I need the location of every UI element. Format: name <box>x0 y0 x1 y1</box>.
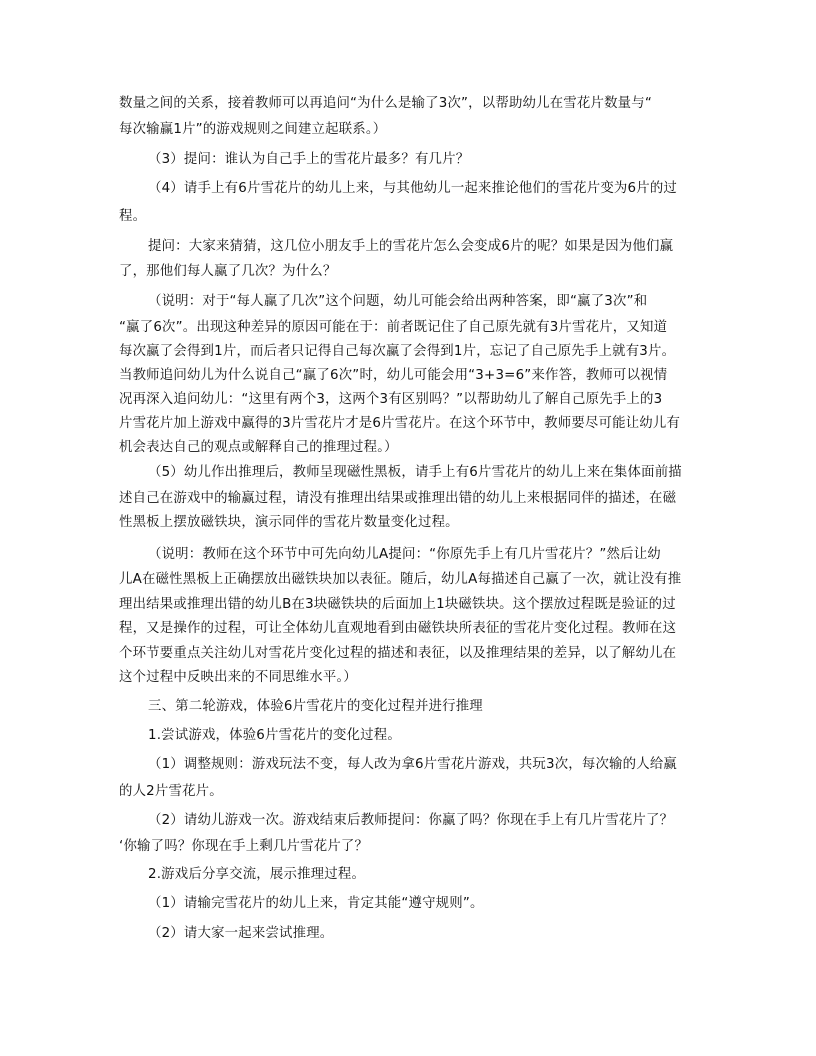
paragraph-line: （2）请幼儿游戏一次。游戏结束后教师提问：你赢了吗？你现在手上有几片雪花片了？ <box>148 813 674 828</box>
paragraph-line: （3）提问：谁认为自己手上的雪花片最多？有几片？ <box>148 152 470 167</box>
paragraph-line: （2）请大家一起来尝试推理。 <box>148 926 334 941</box>
paragraph-line: 程。 <box>119 209 147 224</box>
subsection-heading: 1.尝试游戏，体验6片雪花片的变化过程。 <box>148 728 401 743</box>
paragraph-line: 机会表达自己的观点或解释自己的推理过程。） <box>119 440 398 455</box>
paragraph-line: 述自己在游戏中的输赢过程，请没有推理出结果或推理出错的幼儿上来根据同伴的描述，在磁 <box>119 491 677 506</box>
paragraph-line: （1）调整规则：游戏玩法不变，每人改为拿6片雪花片游戏，共玩3次，每次输的人给赢 <box>148 757 678 772</box>
paragraph-line: 片雪花片加上游戏中赢得的3片雪花片才是6片雪花片。在这个环节中，教师要尽可能让幼儿有 <box>119 416 681 431</box>
paragraph-line: ‘你输了吗？你现在手上剩几片雪花片了？ <box>119 839 369 854</box>
paragraph-line: 数量之间的关系，接着教师可以再追问“为什么是输了3次”，以帮助幼儿在雪花片数量与“ <box>119 96 652 111</box>
paragraph-line: （1）请输完雪花片的幼儿上来，肯定其能“遵守规则”。 <box>148 896 484 911</box>
paragraph-line: 这个过程中反映出来的不同思维水平。） <box>119 670 357 685</box>
paragraph-line: （说明：对于“每人赢了几次”这个问题，幼儿可能会给出两种答案，即“赢了3次”和 <box>148 294 648 309</box>
paragraph-line: （说明：教师在这个环节中可先向幼儿A提问：“你原先手上有几片雪花片？”然后让幼 <box>148 547 661 562</box>
section-heading: 三、第二轮游戏，体验6片雪花片的变化过程并进行推理 <box>148 699 483 714</box>
paragraph-line: 提问：大家来猜猜，这几位小朋友手上的雪花片怎么会变成6片的呢？如果是因为他们赢 <box>148 239 674 254</box>
paragraph-line: 每次赢了会得到1片，而后者只记得自己每次赢了会得到1片，忘记了自己原先手上就有3片。 <box>119 344 676 359</box>
paragraph-line: （5）幼儿作出推理后，教师呈现磁性黑板，请手上有6片雪花片的幼儿上来在集体面前描 <box>148 465 682 480</box>
paragraph-line: （4）请手上有6片雪花片的幼儿上来，与其他幼儿一起来推论他们的雪花片变为6片的过 <box>148 181 678 196</box>
paragraph-line: 的人2片雪花片。 <box>119 784 223 799</box>
paragraph-line: 况再深入追问幼儿：“这里有两个3，这两个3有区别吗？”以帮助幼儿了解自己原先手上的3 <box>119 392 663 407</box>
paragraph-line: 程，又是操作的过程，可让全体幼儿直观地看到由磁铁块所表征的雪花片变化过程。教师在这 <box>119 621 677 636</box>
paragraph-line: 性黑板上摆放磁铁块，演示同伴的雪花片数量变化过程。 <box>119 515 459 530</box>
paragraph-line: 个环节要重点关注幼儿对雪花片变化过程的描述和表征，以及推理结果的差异，以了解幼儿在 <box>119 646 677 661</box>
paragraph-line: 当教师追问幼儿为什么说自己“赢了6次”时，幼儿可能会用“3+3=6”来作答，教师可以视情 <box>119 368 668 383</box>
paragraph-line: 了，那他们每人赢了几次？为什么？ <box>119 264 337 279</box>
paragraph-line: “赢了6次”。出现这种差异的原因可能在于：前者既记住了自己原先就有3片雪花片，又知道 <box>119 320 668 335</box>
paragraph-line: 理出结果或推理出错的幼儿B在3块磁铁块的后面加上1块磁铁块。这个摆放过程既是验证的过 <box>119 597 676 612</box>
paragraph-line: 每次输赢1片”的游戏规则之间建立起联系。） <box>119 122 387 137</box>
paragraph-line: 儿A在磁性黑板上正确摆放出磁铁块加以表征。随后，幼儿A每描述自己赢了一次，就让没有推 <box>119 572 682 587</box>
subsection-heading: 2.游戏后分享交流，展示推理过程。 <box>148 867 366 882</box>
